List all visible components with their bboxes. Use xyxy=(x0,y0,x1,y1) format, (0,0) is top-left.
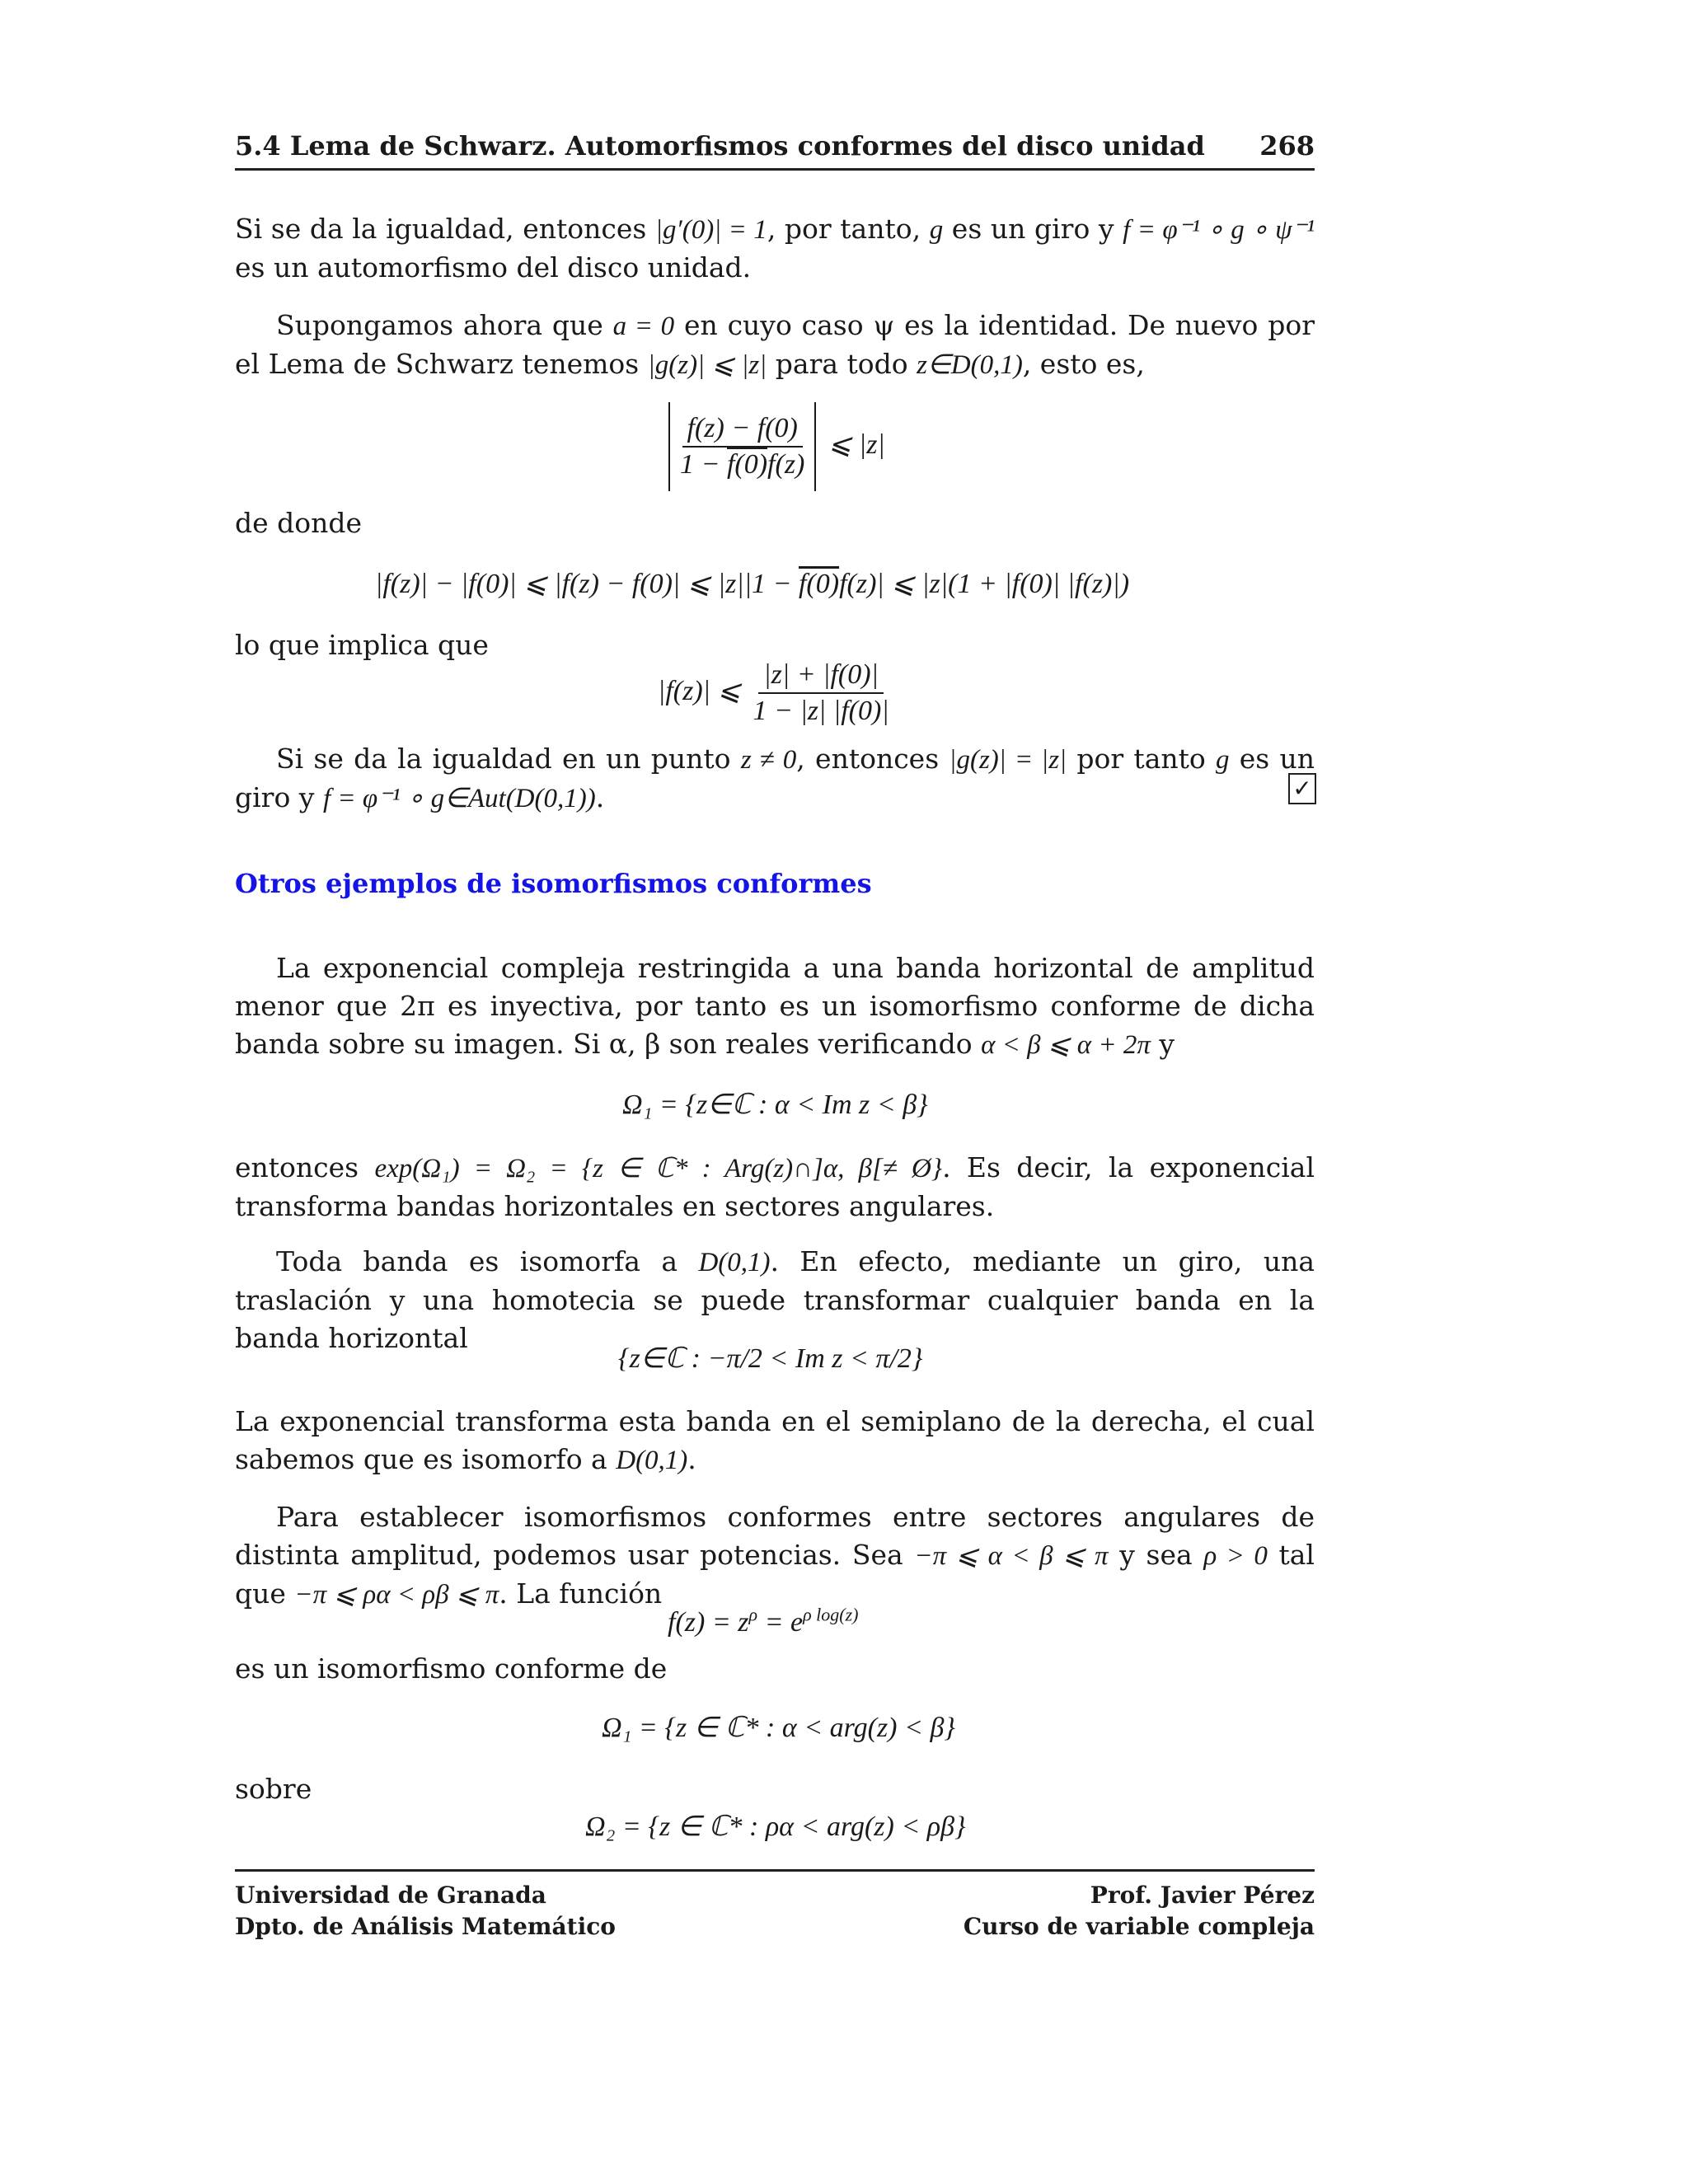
paragraph-right-halfplane: La exponencial transforma esta banda en el semiplano de la derecha, el cual sabemos que es isomorfo a D(0,1). xyxy=(235,1405,1315,1475)
text-lo-que-implica: lo que implica que xyxy=(235,629,489,661)
equation-inequality-chain: |f(z)| − |f(0)| ⩽ |f(z) − f(0)| ⩽ |z||1 − f(0)f(z)| ⩽ |z|(1 + |f(0)| |f(z)|) xyxy=(375,569,1130,599)
footer-author: Prof. Javier Pérez xyxy=(1090,1882,1315,1909)
paragraph-band-isomorphic: Toda banda es isomorfa a D(0,1). En efecto, mediante un giro, una traslación y una homotecia se puede transformar cualquier banda en la banda horizontal xyxy=(235,1245,1315,1354)
text-es-un-isomorfismo: es un isomorfismo conforme de xyxy=(235,1652,668,1685)
paragraph-powers: Para establecer isomorfismos conformes entre sectores angulares de distinta amplitud, podemos usar potencias. Sea −π ⩽ α < β ⩽ π y sea ρ > 0 tal que −π ⩽ ρα < ρβ ⩽ π. La función xyxy=(235,1501,1315,1610)
text-sobre: sobre xyxy=(235,1773,312,1805)
equation-omega2-sector: Ω₂ = {z ∈ ℂ* : ρα < arg(z) < ρβ} xyxy=(585,1811,966,1842)
paragraph-exp-image: entonces exp(Ω₁) = Ω₂ = {z ∈ ℂ* : Arg(z)∩]α, β[≠ Ø}. Es decir, la exponencial transforma bandas horizontales en sectores angulares. xyxy=(235,1151,1315,1222)
equation-schwarz-quotient: $\frac{f(z) - f(0)}{1 - f(0)f(z)}$ ⩽ |z| xyxy=(663,402,885,491)
paragraph-suppose-a-zero: Supongamos ahora que a = 0 en cuyo caso ψ es la identidad. De nuevo por el Lema de Schwarz tenemos |g(z)| ⩽ |z| para todo z∈D(0,1), esto es, xyxy=(235,309,1315,380)
page-number: 268 xyxy=(1259,130,1315,162)
footer-university: Universidad de Granada xyxy=(235,1882,546,1909)
equation-standard-band: {z∈ℂ : −π/2 < Im z < π/2} xyxy=(618,1343,923,1374)
section-title: 5.4 Lema de Schwarz. Automorfismos conformes del disco unidad xyxy=(235,130,1205,162)
equation-power-function: $f(z) = z^\rho = e^{\rho log(z)}$ xyxy=(668,1604,859,1638)
equation-omega1-sector: Ω₁ = {z ∈ ℂ* : α < arg(z) < β} xyxy=(602,1713,955,1743)
subsection-heading: Otros ejemplos de isomorfismos conformes xyxy=(235,868,872,899)
text-de-donde: de donde xyxy=(235,507,363,539)
footer-department: Dpto. de Análisis Matemático xyxy=(235,1913,616,1940)
equation-bound: |f(z)| ⩽ $\frac{|z| + |f(0)|}{1 - |z| |f(0)|}$ xyxy=(658,659,889,726)
page-footer xyxy=(235,1869,1315,1940)
paragraph-exponential-band: La exponencial compleja restringida a una banda horizontal de amplitud menor que 2π es inyectiva, por tanto es un isomorfismo conforme de dicha banda sobre su imagen. Si α, β son reales verificando α < β ⩽ α + 2π y xyxy=(235,952,1315,1060)
running-header xyxy=(235,130,1315,171)
footer-course: Curso de variable compleja xyxy=(963,1913,1315,1940)
paragraph-equality-case: Si se da la igualdad, entonces |g′(0)| = 1, por tanto, g es un giro y f = φ⁻¹ ∘ g ∘ ψ⁻¹ es un automorfismo del disco unidad. xyxy=(235,213,1315,284)
qed-check-icon: ✓ xyxy=(1288,773,1316,804)
equation-omega1-band: Ω₁ = {z∈ℂ : α < Im z < β} xyxy=(622,1090,928,1120)
paragraph-equality-point: Si se da la igualdad en un punto z ≠ 0, entonces |g(z)| = |z| por tanto g es un giro y f = φ⁻¹ ∘ g∈Aut(D(0,1)). xyxy=(235,743,1315,813)
